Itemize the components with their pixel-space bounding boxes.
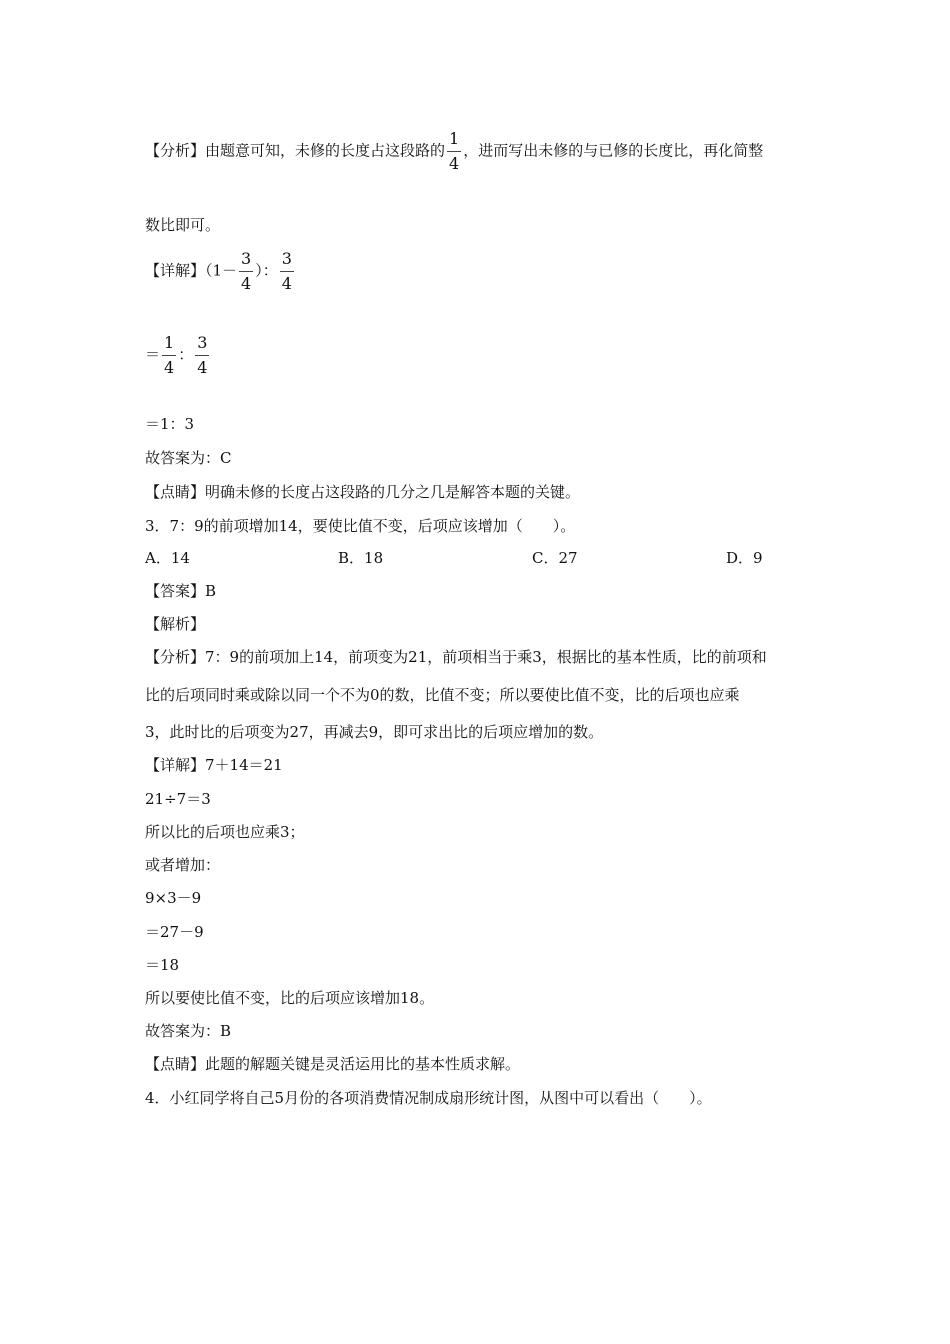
option-a: A．14: [145, 549, 190, 567]
detail-label: 【详解】（1－: [145, 261, 238, 280]
detail-line-1: [145, 250, 296, 293]
equals-sign: ＝: [145, 345, 161, 364]
fraction-three-quarters: $\frac{3}{4}$: [241, 249, 252, 293]
question-4-stem: 4．小红同学将自己5月份的各项消费情况制成扇形统计图，从图中可以看出（ ）。: [145, 1089, 712, 1107]
question-3-detail-5: 9×3－9: [145, 889, 202, 907]
fraction-one-quarter-2: $\frac{1}{4}$: [164, 333, 175, 377]
question-3-analysis-2: 比的后项同时乘或除以同一个不为0的数，比值不变；所以要使比值不变，比的后项也应乘: [145, 686, 740, 704]
question-3-jiexi: 【解析】: [145, 615, 206, 633]
detail-line-2: [145, 334, 211, 377]
question-3-detail-3: 所以比的后项也应乘3；: [145, 823, 305, 841]
detail-line-3: ＝1：3: [145, 415, 195, 433]
fraction-one-quarter: $\frac{1}{4}$: [449, 129, 460, 173]
fraction-three-quarters-2: $\frac{3}{4}$: [281, 249, 292, 293]
question-3-comment: 【点睛】此题的解题关键是灵活运用比的基本性质求解。: [145, 1055, 521, 1073]
analysis-line-2: 数比即可。: [145, 216, 221, 234]
detail-close: ）：: [255, 261, 278, 280]
question-3-detail-1: 【详解】7＋14＝21: [145, 756, 283, 774]
analysis-prefix: 【分析】由题意可知，未修的长度占这段路的: [145, 141, 446, 160]
colon: ：: [178, 345, 194, 364]
question-3-detail-4: 或者增加：: [145, 856, 221, 874]
fraction-three-quarters-3: $\frac{3}{4}$: [197, 333, 208, 377]
question-3-stem: 3．7：9的前项增加14，要使比值不变，后项应该增加（ ）。: [145, 517, 576, 535]
analysis-suffix: ，进而写出未修的与已修的长度比，再化简整: [463, 141, 764, 160]
question-3-analysis-1: 【分析】7：9的前项加上14，前项变为21，前项相当于乘3，根据比的基本性质，比的前项和: [145, 648, 767, 666]
comment-line: 【点睛】明确未修的长度占这段路的几分之几是解答本题的关键。: [145, 483, 581, 501]
question-3-detail-7: ＝18: [145, 956, 180, 974]
answer-line: 故答案为：C: [145, 449, 232, 467]
question-3-answer: 【答案】B: [145, 582, 217, 600]
question-3-detail-8: 所以要使比值不变，比的后项应该增加18。: [145, 989, 435, 1007]
option-c: C．27: [532, 549, 578, 567]
analysis-line-1: [145, 130, 763, 173]
option-b: B．18: [338, 549, 384, 567]
question-3-final: 故答案为：B: [145, 1022, 232, 1040]
question-3-detail-6: ＝27－9: [145, 923, 204, 941]
question-3-detail-2: 21÷7＝3: [145, 790, 211, 808]
question-3-analysis-3: 3，此时比的后项变为27，再减去9，即可求出比的后项应增加的数。: [145, 723, 604, 741]
option-d: D．9: [726, 549, 763, 567]
